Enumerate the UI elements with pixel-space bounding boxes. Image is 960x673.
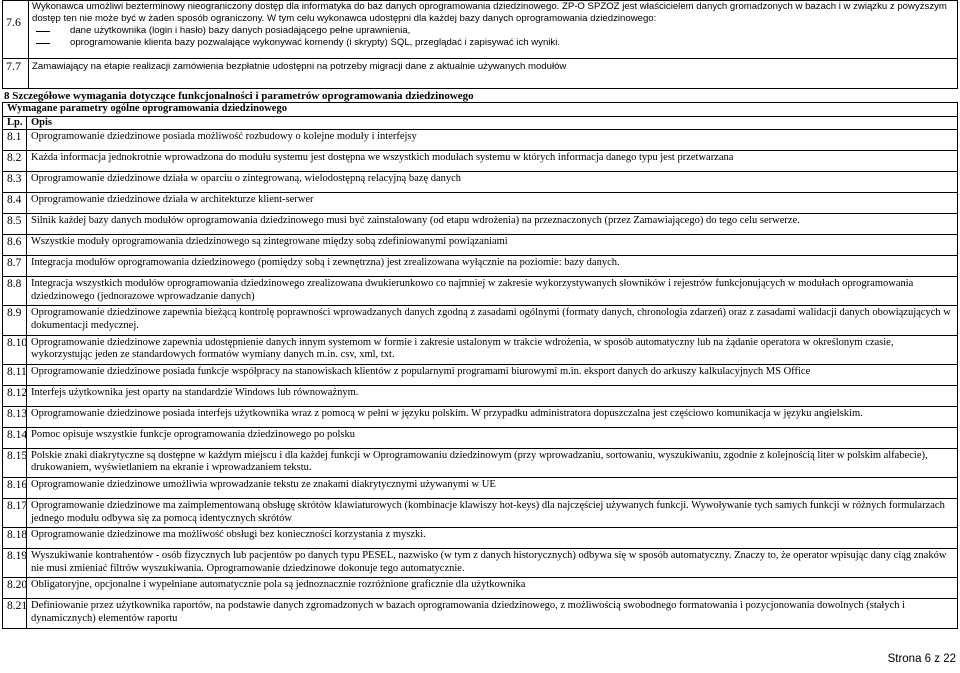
row-number: 8.12	[3, 385, 27, 406]
row-description: Oprogramowanie dziedzinowe umożliwia wprowadzanie tekstu ze znakami diakrytycznymi używanymi w UE	[27, 477, 958, 498]
row-number: 8.9	[3, 306, 27, 335]
table-row	[3, 214, 958, 235]
column-header-desc: Opis	[27, 116, 958, 130]
row-number: 8.19	[3, 549, 27, 578]
row-description: Integracja modułów oprogramowania dziedzinowego (pomiędzy sobą i zewnętrzna) jest zrealizowana wyłącznie na poziomie: bazy danych.	[27, 256, 958, 277]
row-description: Integracja wszystkich modułów oprogramowania dziedzinowego zrealizowana dwukierunkowo co najmniej w zakresie wykorzystywanych słowników i rejestrów funkcjonujących w modułach oprogramowania dziedzinowego (jednorazowe wprowadzanie danych)	[27, 277, 958, 306]
row-number: 8.7	[3, 256, 27, 277]
row-description: Zamawiający na etapie realizacji zamówienia bezpłatnie udostępni na potrzeby migracji dane z aktualnie używanych modułów	[29, 59, 958, 89]
table-row	[3, 277, 958, 306]
row-number: 8.10	[3, 335, 27, 364]
table-row	[3, 385, 958, 406]
row-number: 7.6	[3, 1, 29, 59]
row-description: Polskie znaki diakrytyczne są dostępne w każdym miejscu i dla każdej funkcji w Oprogramowaniu dziedzinowym (przy wprowadzaniu, sortowaniu, wyszukiwaniu, zgodnie z kolejnością liter w polskim alfabecie), drukowaniem, wyświetlaniem na ekranie i wprowadzaniem tekstu.	[27, 448, 958, 477]
row-description: Każda informacja jednokrotnie wprowadzona do modułu systemu jest dostępna we wszystkich modułach systemu w których informacja danego typu jest przetwarzana	[27, 151, 958, 172]
table-row	[3, 130, 958, 151]
row-number: 8.16	[3, 477, 27, 498]
requirements-table	[2, 102, 958, 629]
top-requirements-table	[2, 0, 958, 89]
row-description: Oprogramowanie dziedzinowe działa w architekturze klient-serwer	[27, 193, 958, 214]
table-row	[3, 477, 958, 498]
table-row	[3, 578, 958, 599]
row-description: Oprogramowanie dziedzinowe posiada możliwość rozbudowy o kolejne moduły i interfejsy	[27, 130, 958, 151]
paragraph: Wykonawca umożliwi bezterminowy nieograniczony dostęp dla informatyka do baz danych oprogramowania dziedzinowego. ZP-O SPZOZ jest właścicielem danych gromadzonych w bazach i w związku z powyższym dostęp ten nie może być w żaden sposób ograniczony.	[32, 1, 947, 24]
table-row	[3, 235, 958, 256]
table-row	[3, 151, 958, 172]
row-number: 8.13	[3, 406, 27, 427]
row-number: 7.7	[3, 59, 29, 89]
row-description: Oprogramowanie dziedzinowe działa w oparciu o zintegrowaną, wielodostępną relacyjną bazę danych	[27, 172, 958, 193]
row-number: 8.15	[3, 448, 27, 477]
row-number: 8.6	[3, 235, 27, 256]
row-number: 8.2	[3, 151, 27, 172]
row-number: 8.18	[3, 528, 27, 549]
table-row	[3, 193, 958, 214]
row-number: 8.5	[3, 214, 27, 235]
row-number: 8.20	[3, 578, 27, 599]
row-number: 8.1	[3, 130, 27, 151]
row-number: 8.3	[3, 172, 27, 193]
table-row	[3, 364, 958, 385]
page-number: Strona 6 z 22	[887, 653, 956, 665]
row-description: Wszystkie moduły oprogramowania dziedzinowego są zintegrowane między sobą zdefiniowanymi powiązaniami	[27, 235, 958, 256]
paragraph: W tym celu wykonawca udostępni dla każdej bazy danych oprogramowania dziedzinowego:	[267, 13, 657, 24]
column-header-row	[3, 116, 958, 130]
row-description: Oprogramowanie dziedzinowe ma możliwość obsługi bez konieczności korzystania z myszki.	[27, 528, 958, 549]
section-title: 8 Szczegółowe wymagania dotyczące funkcjonalności i parametrów oprogramowania dziedzinowego	[4, 90, 474, 102]
row-description: Oprogramowanie dziedzinowe zapewnia bieżącą kontrolę poprawności wprowadzanych danych zgodną z zasadami ogólnymi (formaty danych, chronologia zdarzeń) oraz z zasadami walidacji danych obowiązujących w dokumentacji medycznej.	[27, 306, 958, 335]
table-row	[3, 1, 958, 59]
row-number: 8.17	[3, 498, 27, 527]
table-row	[3, 549, 958, 578]
table-row	[3, 59, 958, 89]
row-description: Wyszukiwanie kontrahentów - osób fizycznych lub pacjentów po danych typu PESEL, nazwisko (w tym z danych historycznych) odbywa się w sposób automatyczny. Znaczy to, że operator wpisując dany ciąg znaków nie musi zmieniać filtrów wyszukiwania. Oprogramowanie dziedzinowe dokonuje tego automatycznie.	[27, 549, 958, 578]
row-description: Oprogramowanie dziedzinowe posiada funkcje współpracy na stanowiskach klientów z popularnymi programami biurowymi m.in. eksport danych do arkuszy kalkulacyjnych MS Office	[27, 364, 958, 385]
row-description: Oprogramowanie dziedzinowe posiada interfejs użytkownika wraz z pomocą w pełni w języku polskim. W przypadku administratora dopuszczalna jest częściowo komunikacja w języku angielskim.	[27, 406, 958, 427]
row-description: Obligatoryjne, opcjonalne i wypełniane automatycznie pola są jednoznacznie rozróżnione graficznie dla użytkownika	[27, 578, 958, 599]
row-description: Oprogramowanie dziedzinowe zapewnia udostępnienie danych innym systemom w formie i zakresie ustalonym w trakcie wdrożenia, w sposób automatyczny lub na żądanie operatora w określonym czasie, wykorzystując jeden ze standardowych formatów wymiany danych m.in. csv, xml, txt.	[27, 335, 958, 364]
row-number: 8.4	[3, 193, 27, 214]
table-row	[3, 172, 958, 193]
table-row	[3, 528, 958, 549]
table-row	[3, 498, 958, 527]
table-row	[3, 256, 958, 277]
row-description: Pomoc opisuje wszystkie funkcje oprogramowania dziedzinowego po polsku	[27, 427, 958, 448]
column-header-lp: Lp.	[3, 116, 27, 130]
row-description: Definiowanie przez użytkownika raportów, na podstawie danych zgromadzonych w bazach oprogramowania dziedzinowego, z możliwością swobodnego formatowania i pozycjonowania dowolnych (stałych i dynamicznych) elementów raportu	[27, 599, 958, 628]
table-row	[3, 335, 958, 364]
table-subheader: Wymagane parametry ogólne oprogramowania dziedzinowego	[3, 103, 958, 117]
row-description: Silnik każdej bazy danych modułów oprogramowania dziedzinowego musi być zainstalowany (od etapu wdrożenia) na przeznaczonych (przez Zamawiającego) do tego celu serwerze.	[27, 214, 958, 235]
row-description	[29, 1, 958, 59]
row-number: 8.11	[3, 364, 27, 385]
table-row	[3, 406, 958, 427]
table-row	[3, 427, 958, 448]
dash-list-item: dane użytkownika (login i hasło) bazy danych posiadającego pełne uprawnienia,	[32, 25, 954, 37]
row-number: 8.21	[3, 599, 27, 628]
table-row	[3, 448, 958, 477]
row-description: Oprogramowanie dziedzinowe ma zaimplementowaną obsługę skrótów klawiaturowych (kombinacje klawiszy hot-keys) dla najczęściej używanych funkcji. Wywoływanie tych samych funkcji w różnych formularzach jednego modułu odbywa się za pomocą identycznych skrótów	[27, 498, 958, 527]
table-subheader-row	[3, 103, 958, 117]
row-number: 8.14	[3, 427, 27, 448]
table-row	[3, 306, 958, 335]
requirements-rows	[3, 130, 958, 628]
dash-list-item: oprogramowanie klienta bazy pozwalające wykonywać komendy (i skrypty) SQL, przeglądać i zapisywać ich wyniki.	[32, 37, 954, 49]
table-row	[3, 599, 958, 628]
row-number: 8.8	[3, 277, 27, 306]
row-description: Interfejs użytkownika jest oparty na standardzie Windows lub równoważnym.	[27, 385, 958, 406]
